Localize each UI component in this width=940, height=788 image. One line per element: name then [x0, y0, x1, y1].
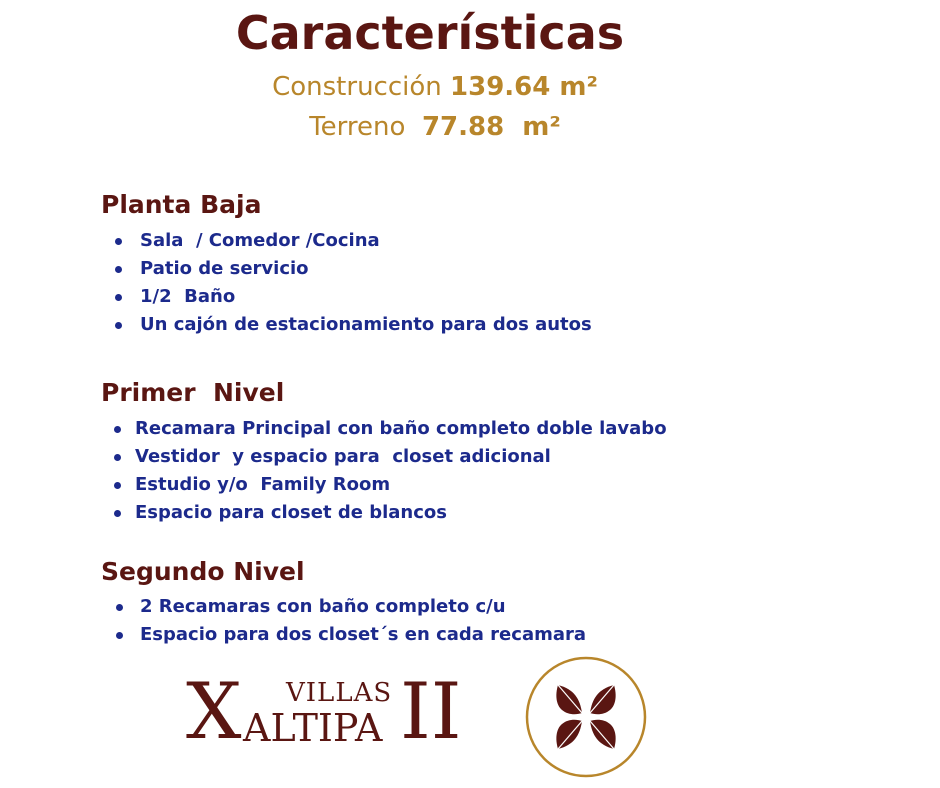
- segundo-nivel-list: [112, 593, 586, 649]
- terreno-value: 77.88 m²: [421, 112, 561, 142]
- section-title-planta-baja: Planta Baja: [101, 190, 262, 219]
- logo-villas: VILLAS: [286, 678, 393, 708]
- construccion-label: Construcción: [272, 72, 442, 102]
- bullet-icon: [115, 238, 122, 245]
- logo-x: X: [186, 667, 242, 757]
- terreno-spec: [0, 112, 870, 142]
- primer-nivel-list: [112, 415, 667, 527]
- bullet-icon: [116, 632, 123, 639]
- terreno-label: Terreno: [309, 112, 406, 142]
- list-item: Espacio para dos closet´s en cada recamara: [112, 621, 586, 649]
- list-item: Patio de servicio: [112, 255, 592, 283]
- list-item: Sala / Comedor /Cocina: [112, 227, 592, 255]
- construccion-value: 139.64 m²: [450, 72, 598, 102]
- bullet-icon: [114, 454, 121, 461]
- bullet-icon: [115, 322, 122, 329]
- bullet-icon: [115, 294, 122, 301]
- section-title-segundo-nivel: Segundo Nivel: [101, 557, 305, 586]
- leaf-emblem-icon: [524, 655, 648, 779]
- planta-baja-list: [112, 227, 592, 339]
- bullet-icon: [114, 510, 121, 517]
- list-item: Un cajón de estacionamiento para dos autos: [112, 311, 592, 339]
- bullet-icon: [116, 604, 123, 611]
- list-item: Espacio para closet de blancos: [112, 499, 667, 527]
- list-item: Recamara Principal con baño completo doble lavabo: [112, 415, 667, 443]
- logo-ii: II: [400, 667, 462, 757]
- page-title: Características: [235, 6, 625, 60]
- bullet-icon: [114, 482, 121, 489]
- logo-altipa: ALTIPA: [243, 706, 383, 750]
- section-title-primer-nivel: Primer Nivel: [101, 378, 285, 407]
- list-item: 2 Recamaras con baño completo c/u: [112, 593, 586, 621]
- villas-xaltipa-logo: [186, 667, 486, 757]
- list-item: 1/2 Baño: [112, 283, 592, 311]
- list-item: Vestidor y espacio para closet adicional: [112, 443, 667, 471]
- bullet-icon: [115, 266, 122, 273]
- list-item: Estudio y/o Family Room: [112, 471, 667, 499]
- bullet-icon: [114, 426, 121, 433]
- construccion-spec: [0, 72, 870, 102]
